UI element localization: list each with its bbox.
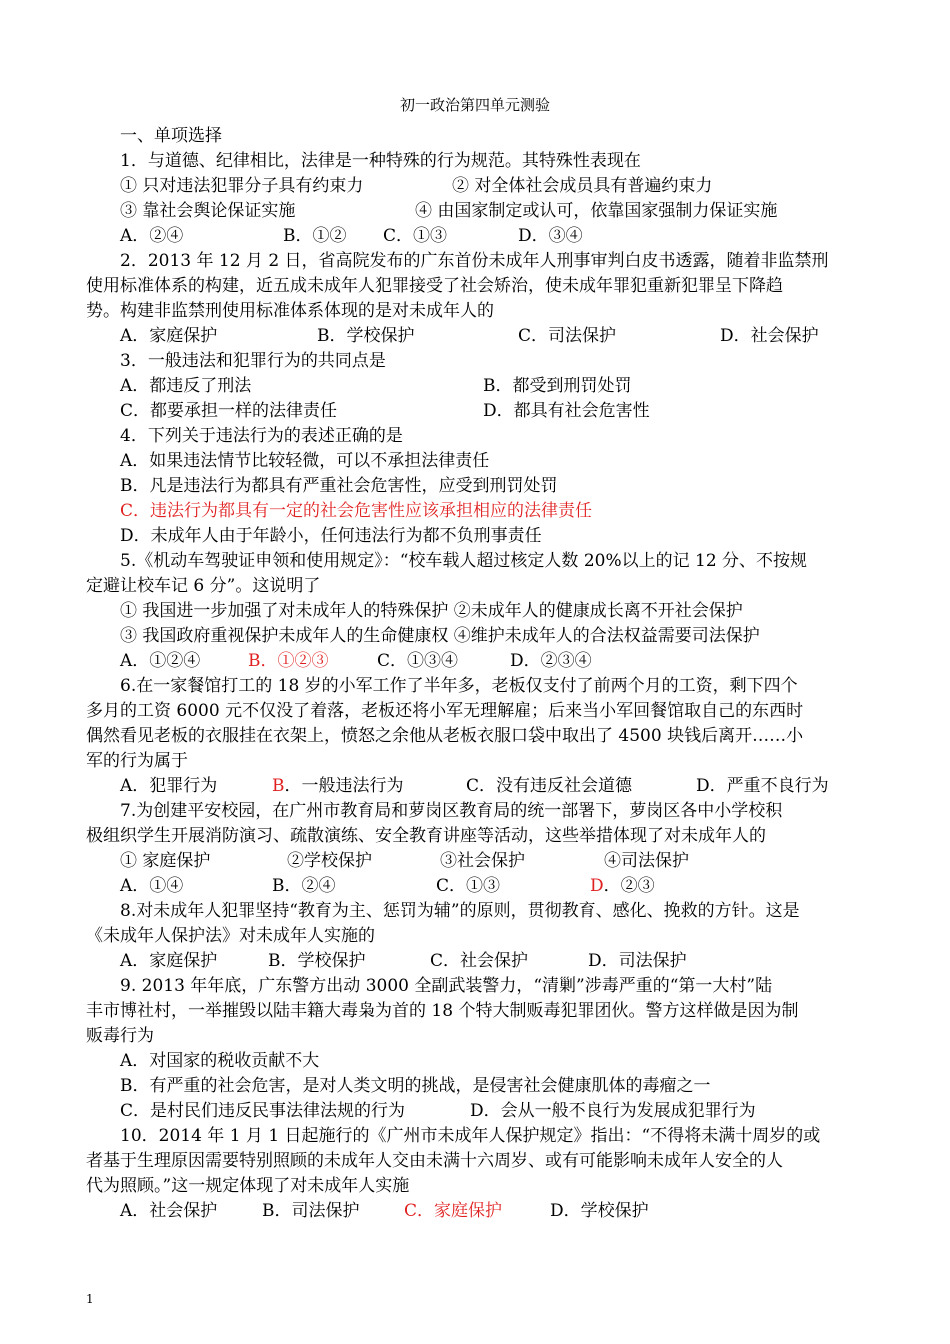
q9-line-2: 丰市博社村，一举摧毁以陆丰籍大毒枭为首的 18 个特大制贩毒犯罪团伙。警方这样做是因为制 — [86, 1001, 799, 1021]
q10-line-2: 者基于生理原因需要特别照顾的未成年人交由未满十六周岁、或有可能影响未成年人安全的人 — [86, 1151, 783, 1171]
q6-line-2: 多月的工资 6000 元不仅没了着落，老板还将小军无理解雇；后来当小军回餐馆取自己的东西时 — [86, 701, 804, 721]
q8-line-2: 《未成年人保护法》对未成年人实施的 — [86, 926, 375, 946]
q7-line-2: 极组织学生开展消防演习、疏散演练、安全教育讲座等活动，这些举措体现了对未成年人的 — [86, 826, 766, 846]
q6-option-c: C．没有违反社会道德 — [466, 776, 633, 796]
q5-option-a: A．①②④ — [120, 651, 201, 671]
q5-option-b-answer: B．①②③ — [248, 651, 329, 671]
q2-option-a: A．家庭保护 — [120, 326, 218, 346]
q4-option-b: B．凡是违法行为都具有严重社会危害性，应受到刑罚处罚 — [120, 476, 558, 496]
q2-option-c: C．司法保护 — [518, 326, 617, 346]
q2-line-2: 使用标准体系的构建，近五成未成年人犯罪接受了社会矫治，使未成年罪犯重新犯罪呈下降趋 — [86, 276, 783, 296]
q1-statement-3: ③ 靠社会舆论保证实施 — [120, 201, 296, 221]
q6-option-b-text: ．一般违法行为 — [284, 776, 404, 796]
q7-statement-4: ④司法保护 — [604, 851, 689, 871]
q5-option-d: D．②③④ — [510, 651, 592, 671]
q9-option-a: A．对国家的税收贡献不大 — [120, 1051, 320, 1071]
q6-option-d: D．严重不良行为 — [696, 776, 829, 796]
q3-option-b: B．都受到刑罚处罚 — [483, 376, 632, 396]
q10-option-c-answer: C．家庭保护 — [404, 1201, 503, 1221]
q4-option-a: A．如果违法情节比较轻微，可以不承担法律责任 — [120, 451, 490, 471]
q7-option-b: B．②④ — [272, 876, 336, 896]
q8-option-b: B．学校保护 — [268, 951, 366, 971]
q4-option-c-answer: C．违法行为都具有一定的社会危害性应该承担相应的法律责任 — [120, 501, 593, 521]
q7-statement-3: ③社会保护 — [440, 851, 525, 871]
q1-option-d: D．③④ — [518, 226, 583, 246]
section-heading: 一、单项选择 — [120, 126, 222, 146]
q6-line-4: 军的行为属于 — [86, 751, 188, 771]
q1-stem: 1．与道德、纪律相比，法律是一种特殊的行为规范。其特殊性表现在 — [120, 151, 641, 171]
q10-option-b: B．司法保护 — [262, 1201, 360, 1221]
q7-statement-2: ②学校保护 — [287, 851, 372, 871]
q9-line-3: 贩毒行为 — [86, 1026, 154, 1046]
q3-stem: 3．一般违法和犯罪行为的共同点是 — [120, 351, 386, 371]
q7-option-d-text: ．②③ — [603, 876, 655, 896]
q6-option-b-letter: B — [272, 776, 285, 796]
q8-line-1: 8.对未成年人犯罪坚持“教育为主、惩罚为辅”的原则，贯彻教育、感化、挽救的方针。这是 — [120, 901, 800, 921]
q9-option-c: C．是村民们违反民事法律法规的行为 — [120, 1101, 406, 1121]
q1-statement-4: ④ 由国家制定或认可，依靠国家强制力保证实施 — [415, 201, 778, 221]
q5-statements-1-2: ① 我国进一步加强了对未成年人的特殊保护 ②未成年人的健康成长离不开社会保护 — [120, 601, 743, 621]
q9-option-b: B．有严重的社会危害，是对人类文明的挑战，是侵害社会健康肌体的毒瘤之一 — [120, 1076, 711, 1096]
q8-option-a: A．家庭保护 — [120, 951, 218, 971]
q2-line-1: 2．2013 年 12 月 2 日，省高院发布的广东首份未成年人刑事审判白皮书透露，随着非监禁刑 — [120, 251, 829, 271]
q4-stem: 4．下列关于违法行为的表述正确的是 — [120, 426, 403, 446]
q8-option-d: D．司法保护 — [588, 951, 687, 971]
q1-option-b: B．①② — [283, 226, 347, 246]
q2-option-b: B．学校保护 — [317, 326, 415, 346]
q9-option-d: D．会从一般不良行为发展成犯罪行为 — [470, 1101, 756, 1121]
q7-statement-1: ① 家庭保护 — [120, 851, 211, 871]
q1-option-a: A．②④ — [120, 226, 184, 246]
q6-option-b — [272, 775, 404, 797]
q1-statement-1: ① 只对违法犯罪分子具有约束力 — [120, 176, 364, 196]
q8-option-c: C．社会保护 — [430, 951, 529, 971]
q5-line-2: 定避让校车记 6 分”。这说明了 — [86, 576, 321, 596]
q3-option-d: D．都具有社会危害性 — [483, 401, 650, 421]
q10-option-d: D．学校保护 — [550, 1201, 649, 1221]
document-title: 初一政治第四单元测验 — [399, 96, 550, 114]
q7-option-a: A．①④ — [120, 876, 184, 896]
q4-option-d: D．未成年人由于年龄小，任何违法行为都不负刑事责任 — [120, 526, 542, 546]
q1-option-c: C．①③ — [383, 226, 448, 246]
q5-statements-3-4: ③ 我国政府重视保护未成年人的生命健康权 ④维护未成年人的合法权益需要司法保护 — [120, 626, 760, 646]
q7-line-1: 7.为创建平安校园，在广州市教育局和萝岗区教育局的统一部署下，萝岗区各中小学校积 — [120, 801, 783, 821]
q5-line-1: 5.《机动车驾驶证申领和使用规定》：“校车载人超过核定人数 20%以上的记 12 分、不按规 — [120, 551, 808, 571]
q6-option-a: A．犯罪行为 — [120, 776, 218, 796]
q6-line-1: 6.在一家餐馆打工的 18 岁的小军工作了半年多，老板仅支付了前两个月的工资，剩下四个 — [120, 676, 798, 696]
q7-option-d — [590, 875, 655, 897]
q5-option-c: C．①③④ — [377, 651, 459, 671]
q2-line-3: 势。构建非监禁刑使用标准体系体现的是对未成年人的 — [86, 301, 494, 321]
q7-option-d-letter: D — [590, 876, 604, 896]
q10-line-1: 10．2014 年 1 月 1 日起施行的《广州市未成年人保护规定》指出：“不得将未满十周岁的或 — [120, 1126, 821, 1146]
q3-option-a: A．都违反了刑法 — [120, 376, 252, 396]
q10-line-3: 代为照顾。”这一规定体现了对未成年人实施 — [86, 1176, 410, 1196]
q9-line-1: 9. 2013 年年底，广东警方出动 3000 全副武装警力，“清剿”涉毒严重的“第一大村”陆 — [120, 976, 773, 996]
q3-option-c: C．都要承担一样的法律责任 — [120, 401, 338, 421]
q1-statement-2: ② 对全体社会成员具有普遍约束力 — [452, 176, 713, 196]
q7-option-c: C．①③ — [436, 876, 501, 896]
q10-option-a: A．社会保护 — [120, 1201, 218, 1221]
q2-option-d: D．社会保护 — [720, 326, 819, 346]
q6-line-3: 偶然看见老板的衣服挂在衣架上，愤怒之余他从老板衣服口袋中取出了 4500 块钱后离开……小 — [86, 726, 804, 746]
page-number: 1 — [86, 1292, 94, 1306]
